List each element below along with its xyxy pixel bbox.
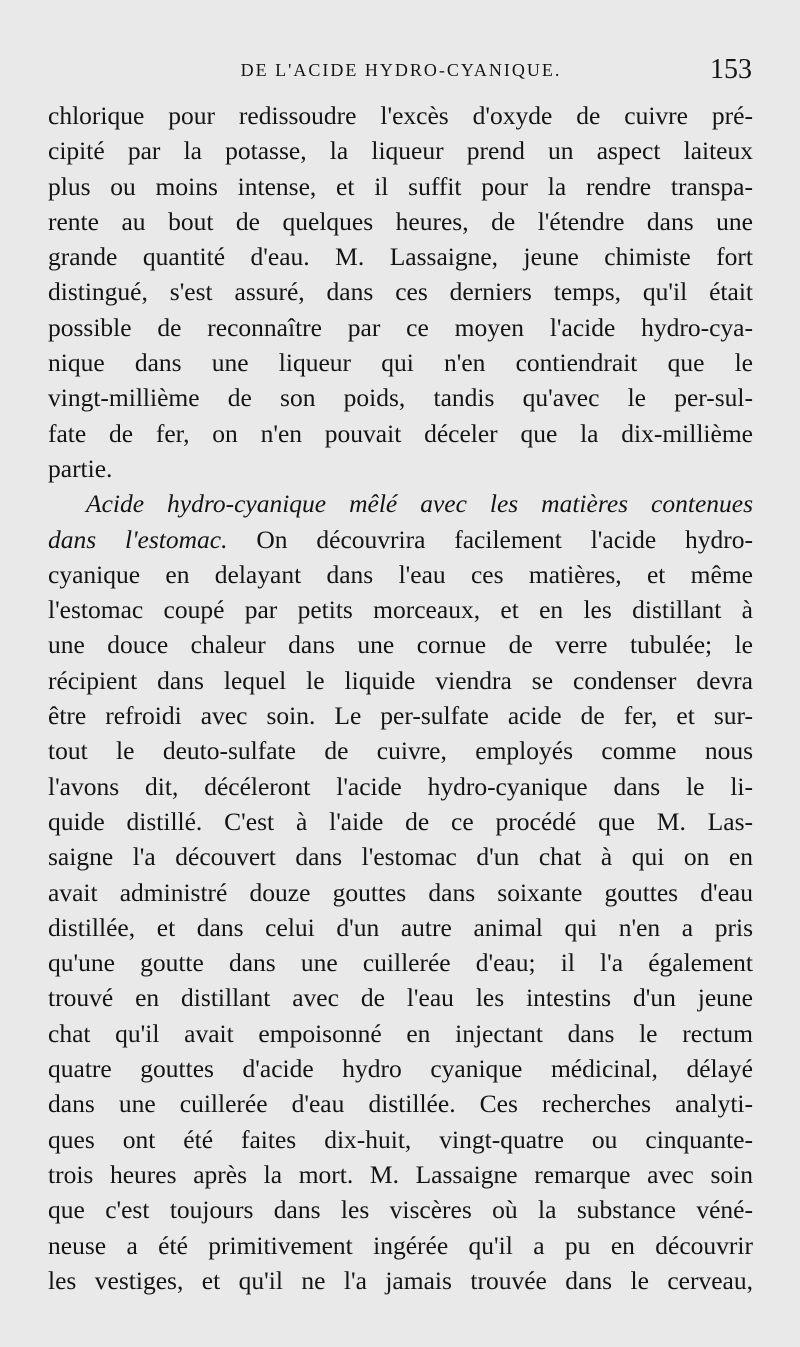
text-line: ques ont été faites dix-huit, vingt-quatre ou cinquante- (48, 1124, 753, 1154)
text-line: saigne l'a découvert dans l'estomac d'un chat à qui on en (48, 842, 753, 872)
text-line: que c'est toujours dans les viscères où la substance véné- (48, 1195, 753, 1225)
text-line: tout le deuto-sulfate de cuivre, employés comme nous (48, 736, 753, 766)
text-line: qu'une goutte dans une cuillerée d'eau; il l'a également (48, 948, 753, 978)
text-line: grande quantité d'eau. M. Lassaigne, jeune chimiste fort (48, 242, 753, 272)
text-line: partie. (48, 453, 113, 483)
section-heading-rest: On découvrira facilement l'acide hydro- (256, 524, 753, 554)
text-line: chlorique pour redissoudre l'excès d'oxyde de cuivre pré- (48, 101, 753, 130)
text-line: plus ou moins intense, et il suffit pour la rendre transpa- (48, 171, 753, 201)
text-line: distillée, et dans celui d'un autre animal qui n'en a pris (48, 912, 753, 942)
text-line: distingué, s'est assuré, dans ces derniers temps, qu'il était (48, 277, 753, 307)
text-line: cipité par la potasse, la liqueur prend un aspect laiteux (48, 136, 753, 166)
section-heading-italic: dans l'estomac. (48, 524, 228, 554)
text-line: possible de reconnaître par ce moyen l'acide hydro-cya- (48, 312, 753, 342)
section-heading-continuation (48, 522, 753, 557)
text-line: dans une cuillerée d'eau distillée. Ces recherches analyti- (48, 1089, 753, 1119)
text-line: une douce chaleur dans une cornue de verre tubulée; le (48, 630, 753, 660)
section-heading: Acide hydro-cyanique mêlé avec les matières contenues (86, 489, 753, 519)
body-text (48, 98, 753, 1298)
text-line: trois heures après la mort. M. Lassaigne remarque avec soin (48, 1159, 753, 1189)
page-number: 153 (710, 54, 752, 85)
text-line: nique dans une liqueur qui n'en contiendrait que le (48, 348, 753, 378)
text-line: fate de fer, on n'en pouvait déceler que la dix-millième (48, 418, 753, 448)
text-line: chat qu'il avait empoisonné en injectant dans le rectum (48, 1018, 753, 1048)
text-line: rente au bout de quelques heures, de l'étendre dans une (48, 206, 753, 236)
text-line: l'estomac coupé par petits morceaux, et en les distillant à (48, 595, 753, 625)
text-line: quide distillé. C'est à l'aide de ce procédé que M. Las- (48, 806, 753, 836)
text-line: quatre gouttes d'acide hydro cyanique médicinal, délayé (48, 1054, 753, 1084)
text-line: récipient dans lequel le liquide viendra se condenser devra (48, 665, 753, 695)
text-line: cyanique en delayant dans l'eau ces matières, et même (48, 559, 753, 589)
text-line: être refroidi avec soin. Le per-sulfate acide de fer, et sur- (48, 701, 753, 731)
text-line: l'avons dit, décéleront l'acide hydro-cyanique dans le li- (48, 771, 753, 801)
text-line: trouvé en distillant avec de l'eau les intestins d'un jeune (48, 983, 753, 1013)
text-line: vingt-millième de son poids, tandis qu'avec le per-sul- (48, 383, 753, 413)
text-line: les vestiges, et qu'il ne l'a jamais trouvée dans le cerveau, (48, 1265, 753, 1295)
text-line: neuse a été primitivement ingérée qu'il a pu en découvrir (48, 1230, 753, 1260)
page-header (50, 56, 752, 90)
text-line: avait administré douze gouttes dans soixante gouttes d'eau (48, 877, 753, 907)
running-head: DE L'ACIDE HYDRO-CYANIQUE. (240, 60, 562, 80)
